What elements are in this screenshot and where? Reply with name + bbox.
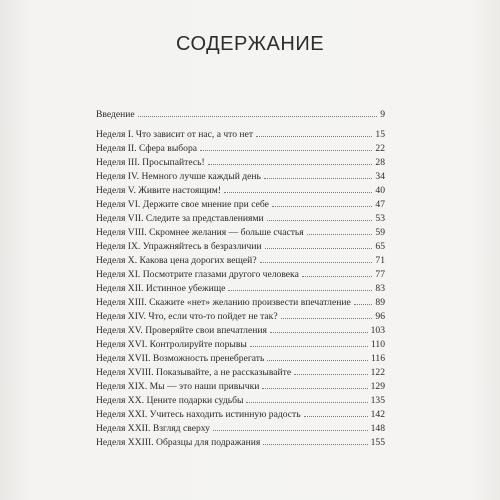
toc-leader-dots: [264, 177, 372, 179]
toc-entry-page: 89: [375, 297, 385, 308]
toc-leader-dots: [267, 219, 373, 221]
toc-entry-page: 77: [375, 269, 385, 280]
toc-entry-label: Неделя XIX. Мы — это наши привычки: [96, 381, 260, 392]
toc-leader-dots: [270, 331, 368, 333]
toc-leader-dots: [304, 415, 368, 417]
toc-entry-week-22: [96, 422, 385, 436]
toc-leader-dots: [213, 429, 368, 431]
toc-entry-label: Неделя XI. Посмотрите глазами другого человека: [96, 269, 299, 280]
toc-entry-label: Неделя XV. Проверяйте свои впечатления: [96, 325, 267, 336]
toc-leader-dots: [250, 345, 368, 347]
toc-leader-dots: [354, 303, 373, 305]
page-title: СОДЕРЖАНИЕ: [175, 33, 325, 55]
toc-entry-label: Введение: [96, 109, 135, 120]
toc-entry-week-16: [96, 338, 385, 352]
toc-entry-label: Неделя VI. Держите свое мнение при себе: [96, 199, 269, 210]
toc-leader-dots: [281, 317, 373, 319]
toc-entry-page: 122: [370, 367, 385, 378]
toc-entry-label: Неделя VII. Следите за представлениями: [96, 213, 264, 224]
toc-entry-page: 28: [375, 157, 385, 168]
toc-entry-week-18: [96, 366, 385, 380]
toc-entry-week-23: [96, 436, 385, 450]
toc-entry-label: Неделя X. Какова цена дорогих вещей?: [96, 255, 257, 266]
toc-entry-page: 155: [370, 437, 385, 448]
toc-leader-dots: [267, 359, 368, 361]
toc-entry-label: Неделя VIII. Скромнее желания — больше счастья: [96, 227, 304, 238]
toc-entry-label: Неделя XIII. Скажите «нет» желанию произвести впечатление: [96, 297, 351, 308]
toc-entry-week-1: [96, 128, 385, 142]
toc-leader-dots: [302, 275, 373, 277]
toc-entry-week-19: [96, 380, 385, 394]
toc-entry-page: 9: [380, 109, 385, 120]
toc-entry-week-21: [96, 408, 385, 422]
toc-entry-label: Неделя II. Сфера выбора: [96, 143, 198, 154]
toc-entry-page: 103: [370, 325, 385, 336]
toc-entry-page: 116: [370, 353, 385, 364]
toc-entry-page: 22: [375, 143, 385, 154]
toc-leader-dots: [265, 247, 373, 249]
toc-entry-page: 40: [375, 185, 385, 196]
toc-leader-dots: [256, 135, 372, 137]
toc-leader-dots: [307, 233, 373, 235]
toc-entry-page: 34: [375, 171, 385, 182]
toc-leader-dots: [263, 443, 367, 445]
toc-entry-label: Неделя XVII. Возможность пренебрегать: [96, 353, 265, 364]
toc-entry-week-6: [96, 198, 385, 212]
toc-entry-page: 110: [370, 339, 385, 350]
toc-entry-week-14: [96, 310, 385, 324]
toc-entry-label: Неделя IX. Упражняйтесь в безразличии: [96, 241, 262, 252]
toc-entry-week-15: [96, 324, 385, 338]
toc-entry-week-17: [96, 352, 385, 366]
toc-entry-week-5: [96, 184, 385, 198]
toc-entry-label: Неделя XII. Истинное убежище: [96, 283, 226, 294]
toc-entry-page: 129: [370, 381, 385, 392]
toc-entry-week-9: [96, 240, 385, 254]
toc-entry-label: Неделя I. Что зависит от нас, а что нет: [96, 129, 254, 140]
toc-entry-week-7: [96, 212, 385, 226]
toc-entry-page: 83: [375, 283, 385, 294]
toc-leader-dots: [138, 115, 378, 117]
toc-entry-week-8: [96, 226, 385, 240]
toc-entry-page: 59: [375, 227, 385, 238]
toc-entry-label: Неделя XIV. Что, если что-то пойдет не так?: [96, 311, 278, 322]
toc-entry-page: 15: [375, 129, 385, 140]
toc-entry-label: Неделя XVI. Контролируйте порывы: [96, 339, 247, 350]
toc-entry-page: 148: [370, 423, 385, 434]
toc-leader-dots: [208, 163, 373, 165]
toc-leader-dots: [262, 387, 367, 389]
toc-entry-label: Неделя XXIII. Образцы для подражания: [96, 437, 261, 448]
toc-leader-dots: [200, 149, 372, 151]
toc-entry-week-11: [96, 268, 385, 282]
toc-entry-week-2: [96, 142, 385, 156]
toc-entry-label: Неделя XXI. Учитесь находить истинную радость: [96, 409, 301, 420]
toc-entry-week-12: [96, 282, 385, 296]
toc-entry-page: 135: [370, 395, 385, 406]
toc-leader-dots: [272, 205, 373, 207]
toc-entry-week-4: [96, 170, 385, 184]
toc-entry-label: Неделя XXII. Взгляд сверху: [96, 423, 210, 434]
toc-entry-label: Неделя III. Просыпайтесь!: [96, 157, 205, 168]
toc-entry-label: Неделя IV. Немного лучше каждый день: [96, 171, 261, 182]
toc-entry-week-20: [96, 394, 385, 408]
table-of-contents: [96, 108, 385, 450]
toc-entry-introduction: [96, 108, 385, 122]
toc-leader-dots: [228, 289, 372, 291]
toc-entry-page: 96: [375, 311, 385, 322]
toc-entry-label: Неделя XX. Цените подарки судьбы: [96, 395, 244, 406]
toc-entry-label: Неделя V. Живите настоящим!: [96, 185, 222, 196]
toc-entry-label: Неделя XVIII. Показывайте, а не рассказывайте: [96, 367, 292, 378]
toc-entry-week-13: [96, 296, 385, 310]
toc-entry-page: 142: [370, 409, 385, 420]
toc-entry-page: 53: [375, 213, 385, 224]
toc-entry-page: 71: [375, 255, 385, 266]
toc-leader-dots: [294, 373, 368, 375]
toc-entry-week-10: [96, 254, 385, 268]
toc-leader-dots: [224, 191, 372, 193]
toc-leader-dots: [260, 261, 373, 263]
toc-entry-page: 65: [375, 241, 385, 252]
toc-entry-week-3: [96, 156, 385, 170]
toc-leader-dots: [246, 401, 367, 403]
toc-entry-page: 47: [375, 199, 385, 210]
